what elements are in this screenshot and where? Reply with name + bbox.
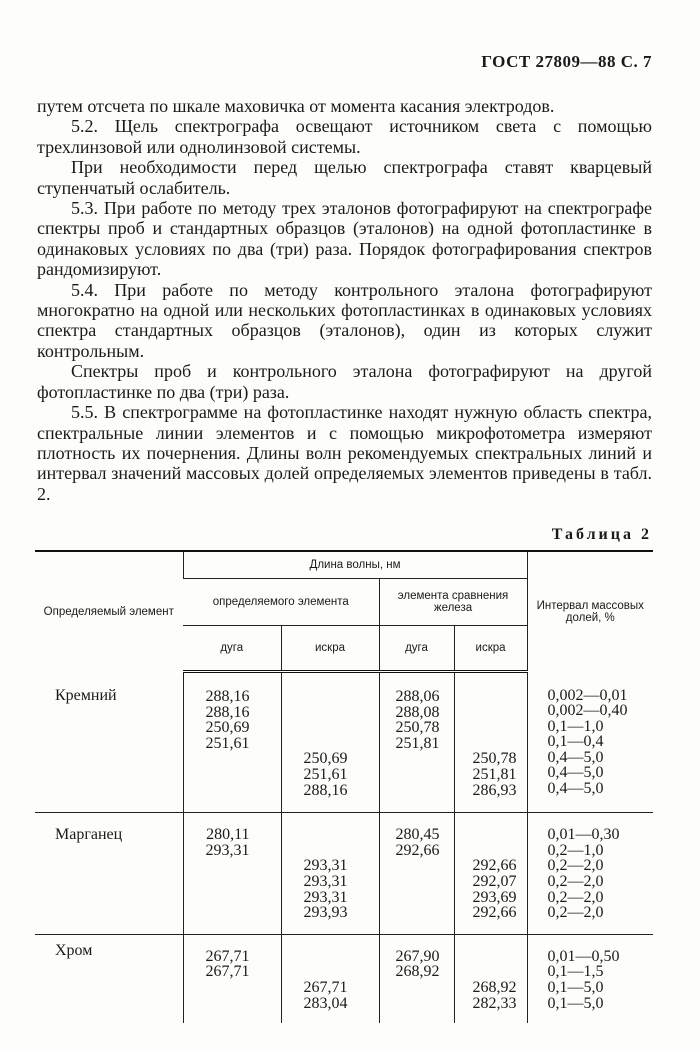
ref-arc-values: 280,45 292,66 (395, 826, 440, 859)
header-arc: дуга (183, 626, 281, 672)
header-spark: искра (281, 626, 379, 672)
ref-spark-values: 292,66 292,07 293,69 292,66 (472, 857, 517, 922)
det-arc-values: 280,11 293,31 (205, 826, 250, 859)
table-row (35, 813, 653, 935)
header-spark-reference: искра (454, 626, 527, 672)
header-interval: Интервал массовых долей, % (527, 551, 653, 672)
body-text (37, 96, 652, 504)
interval-values: 0,01—0,30 0,2—1,0 0,2—2,0 0,2—2,0 0,2—2,0 0,2—2,0 (547, 826, 620, 922)
element-name: Марганец (35, 813, 183, 935)
ref-spark-values: 250,78 251,81 286,93 (472, 750, 517, 799)
paragraph: 5.3. При работе по методу трех эталонов фотографируют на спектрографе спектры проб и стандартных образцов (эталонов) на одной фотопластинке в одинаковых условиях по два (три) раза. Порядок фотографирования спектров рандомизируют. (37, 198, 652, 280)
det-spark-values: 250,69 251,61 288,16 (303, 750, 348, 799)
det-arc-values: 267,71 267,71 (205, 947, 250, 981)
paragraph: При необходимости перед щелью спектрографа ставят кварцевый ступенчатый ослабитель. (37, 157, 652, 198)
header-arc-reference: дуга (379, 626, 454, 672)
det-spark-values: 293,31 293,31 293,31 293,93 (303, 857, 348, 922)
det-spark-values: 267,71 283,04 (303, 978, 348, 1012)
ref-arc-values: 267,90 268,92 (395, 947, 440, 981)
header-reference-element: элемента сравнения железа (379, 579, 527, 626)
page-header: ГОСТ 27809—88 С. 7 (481, 52, 652, 71)
header-element: Определяемый элемент (35, 551, 183, 672)
paragraph: 5.4. При работе по методу контрольного эталона фотографируют многократно на одной или нескольких фотопластинках в одинаковых условиях спектра стандартных образцов (эталонов), один из которых служит контрольным. (37, 279, 652, 361)
ref-spark-values: 268,92 282,33 (472, 978, 517, 1012)
paragraph: 5.5. В спектрограмме на фотопластинке находят нужную область спектра, спектральные линии элементов и с помощью микрофотометра измеряют плотность их почернения. Длины волн рекомендуемых спектральных линий и интервал значений массовых долей определяемых элементов приведены в табл. 2. (37, 402, 652, 504)
paragraph: путем отсчета по шкале маховичка от момента касания электродов. (37, 96, 555, 116)
paragraph: Спектры проб и контрольного эталона фотографируют на другой фотопластинке по два (три) раза. (37, 361, 652, 402)
table-caption: Таблица 2 (551, 526, 652, 543)
paragraph: 5.2. Щель спектрографа освещают источником света с помощью трехлинзовой или однолинзовой системы. (37, 116, 652, 157)
det-arc-values: 288,16 288,16 250,69 251,61 (205, 688, 250, 752)
ref-arc-values: 288,06 288,08 250,78 251,81 (395, 688, 440, 752)
table-row (35, 934, 653, 1023)
header-determined-element: определяемого элемента (183, 579, 379, 626)
interval-values: 0,002—0,01 0,002—0,40 0,1—1,0 0,1—0,4 0,4—5,0 0,4—5,0 0,4—5,0 (547, 686, 628, 798)
element-name: Хром (55, 941, 93, 959)
header-wavelength: Длина волны, нм (183, 551, 527, 579)
data-table (35, 550, 653, 1023)
element-name: Кремний (35, 672, 183, 813)
table-row (35, 672, 653, 813)
interval-values: 0,01—0,50 0,1—1,5 0,1—5,0 0,1—5,0 (547, 947, 620, 1012)
